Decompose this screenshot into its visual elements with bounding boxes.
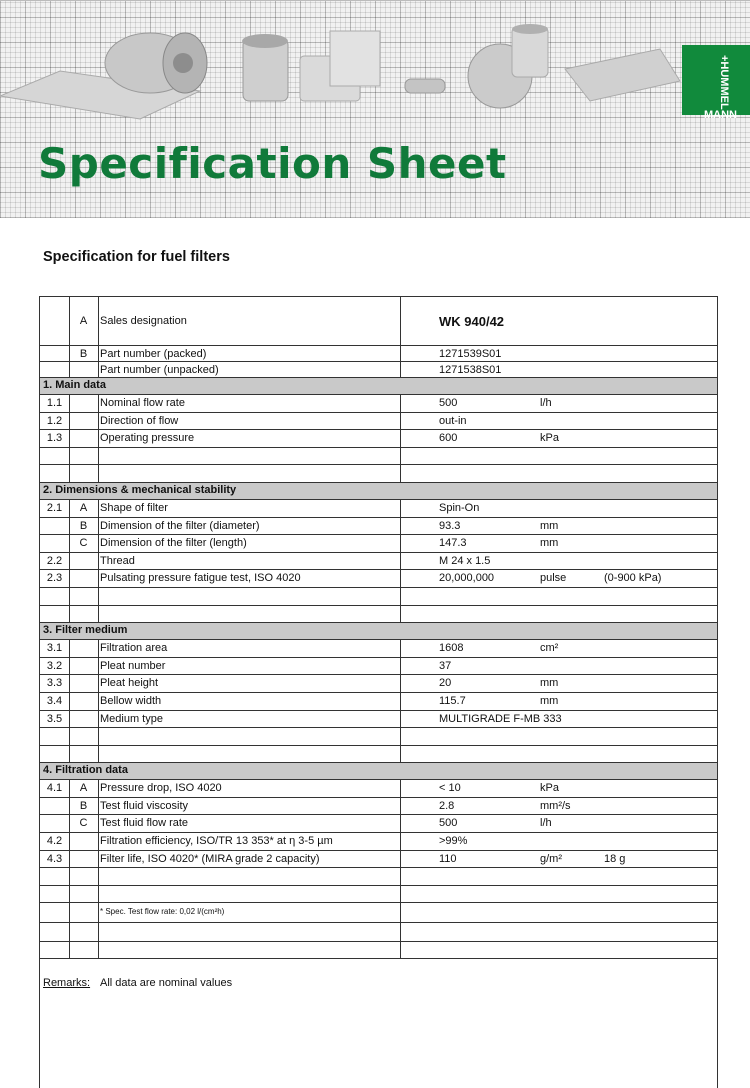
specification-table bbox=[39, 296, 718, 1088]
table-row-empty bbox=[40, 606, 717, 624]
row-number: 1.1 bbox=[46, 397, 63, 409]
row-name: Sales designation bbox=[100, 315, 187, 327]
row-name: Bellow width bbox=[100, 694, 162, 707]
row-sub-label: A bbox=[79, 501, 88, 514]
filter-products-image bbox=[0, 1, 750, 141]
row-number: 4.3 bbox=[46, 852, 63, 865]
section-title: 2. Dimensions & mechanical stability bbox=[43, 483, 237, 496]
row-extra bbox=[600, 518, 719, 535]
row-extra bbox=[600, 693, 719, 710]
table-row bbox=[40, 815, 717, 833]
row-name: Pressure drop, ISO 4020 bbox=[100, 782, 222, 795]
row-sub-label bbox=[69, 658, 98, 675]
row-unit: g/m² bbox=[540, 852, 562, 865]
row-extra bbox=[600, 711, 719, 728]
row-sub-label: B bbox=[79, 348, 88, 360]
row-sub-label bbox=[69, 413, 98, 430]
row-sub-label bbox=[69, 833, 98, 850]
table-row-sales-designation bbox=[40, 297, 717, 346]
table-row-empty bbox=[40, 746, 717, 764]
row-name: Operating pressure bbox=[100, 432, 195, 445]
row-sub-label: C bbox=[79, 537, 88, 550]
section-title: 3. Filter medium bbox=[43, 624, 128, 637]
row-value: 500 bbox=[439, 397, 458, 409]
row-value: < 10 bbox=[439, 782, 461, 795]
table-row-empty bbox=[40, 868, 717, 886]
table-row bbox=[40, 395, 717, 413]
part-number-unpacked-value: 1271538S01 bbox=[439, 364, 502, 376]
row-name: Pleat height bbox=[100, 677, 159, 690]
row-name: Filtration area bbox=[100, 642, 168, 655]
row-unit bbox=[500, 833, 600, 850]
row-name: Test fluid viscosity bbox=[100, 799, 189, 812]
table-row-empty bbox=[40, 923, 717, 942]
table-row-empty bbox=[40, 886, 717, 904]
row-number bbox=[40, 535, 69, 552]
section-header bbox=[40, 623, 717, 640]
row-name: Dimension of the filter (length) bbox=[100, 537, 247, 550]
table-row bbox=[40, 851, 717, 869]
row-unit bbox=[500, 413, 600, 430]
row-unit bbox=[500, 658, 600, 675]
row-extra bbox=[600, 780, 719, 797]
row-extra: 18 g bbox=[604, 852, 626, 865]
row-value: 2.8 bbox=[439, 799, 455, 812]
table-row-empty bbox=[40, 448, 717, 466]
table-row bbox=[40, 798, 717, 816]
brand-logo-text: MANN bbox=[704, 109, 737, 121]
remarks-text: All data are nominal values bbox=[100, 977, 233, 990]
row-number: 3.5 bbox=[46, 712, 63, 725]
row-name: Dimension of the filter (diameter) bbox=[100, 519, 260, 532]
row-extra bbox=[600, 553, 719, 570]
row-value: 20,000,000 bbox=[439, 572, 495, 585]
row-name: Pleat number bbox=[100, 659, 166, 672]
row-extra bbox=[600, 798, 719, 815]
row-name: Direction of flow bbox=[100, 414, 179, 427]
table-row-empty bbox=[40, 588, 717, 606]
row-sub-label bbox=[69, 851, 98, 868]
sales-designation-value: WK 940/42 bbox=[439, 313, 505, 329]
row-value: M 24 x 1.5 bbox=[439, 554, 491, 567]
row-unit: mm bbox=[540, 694, 559, 707]
table-row bbox=[40, 553, 717, 571]
row-number: 3.4 bbox=[46, 694, 63, 707]
section-header bbox=[40, 378, 717, 395]
page-title: Specification Sheet bbox=[38, 139, 507, 188]
table-row-empty bbox=[40, 728, 717, 746]
row-value: MULTIGRADE F-MB 333 bbox=[439, 712, 562, 725]
table-row bbox=[40, 693, 717, 711]
row-unit: cm² bbox=[540, 642, 559, 655]
table-row bbox=[40, 711, 717, 729]
table-row bbox=[40, 500, 717, 518]
row-number: 3.3 bbox=[46, 677, 63, 690]
row-unit: mm bbox=[540, 537, 559, 550]
row-number bbox=[40, 518, 69, 535]
row-value: 115.7 bbox=[439, 694, 466, 707]
row-sub-label bbox=[69, 570, 98, 587]
part-number-packed-value: 1271539S01 bbox=[439, 348, 502, 360]
table-row bbox=[40, 535, 717, 553]
remarks-section bbox=[40, 959, 717, 1088]
row-number bbox=[40, 815, 69, 832]
row-value: 1608 bbox=[439, 642, 464, 655]
section-header bbox=[40, 483, 717, 500]
row-value: 500 bbox=[439, 817, 458, 830]
row-sub-label: A bbox=[79, 315, 88, 327]
row-extra bbox=[600, 395, 719, 412]
table-row-part-number-packed bbox=[40, 346, 717, 362]
row-extra bbox=[600, 815, 719, 832]
table-row bbox=[40, 640, 717, 658]
row-name: Test fluid flow rate bbox=[100, 817, 189, 830]
row-name: Shape of filter bbox=[100, 501, 168, 514]
table-row-part-number-unpacked bbox=[40, 362, 717, 378]
section-title: 4. Filtration data bbox=[43, 764, 128, 777]
brand-logo-vertical-text: +HUMMEL bbox=[718, 55, 730, 110]
row-number: 1.3 bbox=[46, 432, 63, 445]
row-number: 2.2 bbox=[46, 554, 63, 567]
row-extra bbox=[600, 500, 719, 517]
row-value: >99% bbox=[439, 835, 468, 848]
row-unit bbox=[500, 553, 600, 570]
header-banner bbox=[0, 0, 750, 218]
row-extra: (0-900 kPa) bbox=[604, 572, 662, 585]
row-extra bbox=[600, 430, 719, 447]
row-extra bbox=[600, 413, 719, 430]
row-number: 2.1 bbox=[46, 501, 63, 514]
row-name: Part number (packed) bbox=[100, 348, 207, 360]
table-row bbox=[40, 658, 717, 676]
row-unit: l/h bbox=[540, 397, 552, 409]
row-sub-label bbox=[69, 640, 98, 657]
table-row bbox=[40, 518, 717, 536]
row-value: out-in bbox=[439, 414, 467, 427]
row-extra bbox=[600, 833, 719, 850]
section-header bbox=[40, 763, 717, 780]
row-unit bbox=[500, 711, 600, 728]
footnote-text: * Spec. Test flow rate: 0,02 l/(cm²h) bbox=[100, 907, 225, 917]
row-value: 147.3 bbox=[439, 537, 467, 550]
table-row bbox=[40, 570, 717, 588]
row-name: Pulsating pressure fatigue test, ISO 4020 bbox=[100, 572, 301, 585]
section-title: 1. Main data bbox=[43, 379, 106, 391]
table-row bbox=[40, 413, 717, 431]
row-name: Part number (unpacked) bbox=[100, 364, 219, 376]
row-number: 4.2 bbox=[46, 835, 63, 848]
table-row bbox=[40, 675, 717, 693]
row-number: 4.1 bbox=[46, 782, 63, 795]
row-extra bbox=[600, 535, 719, 552]
row-unit: mm bbox=[540, 677, 559, 690]
row-sub-label bbox=[69, 395, 98, 412]
row-unit: mm²/s bbox=[540, 799, 571, 812]
row-unit bbox=[500, 500, 600, 517]
row-number: 3.2 bbox=[46, 659, 63, 672]
row-unit: l/h bbox=[540, 817, 552, 830]
row-unit: mm bbox=[540, 519, 559, 532]
row-value: 37 bbox=[439, 659, 452, 672]
row-sub-label: B bbox=[79, 519, 88, 532]
row-value: 110 bbox=[439, 852, 457, 865]
row-value: 600 bbox=[439, 432, 458, 445]
row-name: Filter life, ISO 4020* (MIRA grade 2 capacity) bbox=[100, 852, 320, 865]
remarks-label: Remarks: bbox=[43, 977, 91, 990]
row-sub-label bbox=[69, 675, 98, 692]
document-subtitle: Specification for fuel filters bbox=[43, 249, 230, 265]
table-row bbox=[40, 833, 717, 851]
row-number: 1.2 bbox=[46, 414, 63, 427]
table-row-empty bbox=[40, 465, 717, 483]
row-name: Medium type bbox=[100, 712, 163, 725]
row-sub-label bbox=[69, 430, 98, 447]
row-number bbox=[40, 798, 69, 815]
row-sub-label bbox=[69, 711, 98, 728]
table-row bbox=[40, 780, 717, 798]
row-extra bbox=[600, 640, 719, 657]
row-value: 20 bbox=[439, 677, 452, 690]
row-sub-label bbox=[69, 693, 98, 710]
row-sub-label: B bbox=[79, 799, 88, 812]
row-sub-label: C bbox=[79, 817, 88, 830]
row-sub-label bbox=[69, 553, 98, 570]
table-row bbox=[40, 430, 717, 448]
row-number: 3.1 bbox=[46, 642, 63, 655]
row-name: Filtration efficiency, ISO/TR 13 353* at η 3-5 µm bbox=[100, 835, 333, 848]
row-extra bbox=[600, 675, 719, 692]
row-unit: kPa bbox=[540, 782, 559, 795]
row-extra bbox=[600, 658, 719, 675]
row-value: Spin-On bbox=[439, 501, 480, 514]
table-row-footnote bbox=[40, 903, 717, 923]
row-name: Thread bbox=[100, 554, 135, 567]
row-unit: kPa bbox=[540, 432, 559, 445]
row-number: 2.3 bbox=[46, 572, 63, 585]
table-row-empty bbox=[40, 942, 717, 959]
row-value: 93.3 bbox=[439, 519, 461, 532]
row-name: Nominal flow rate bbox=[100, 397, 185, 409]
row-unit: pulse bbox=[540, 572, 567, 585]
row-sub-label: A bbox=[79, 782, 88, 795]
